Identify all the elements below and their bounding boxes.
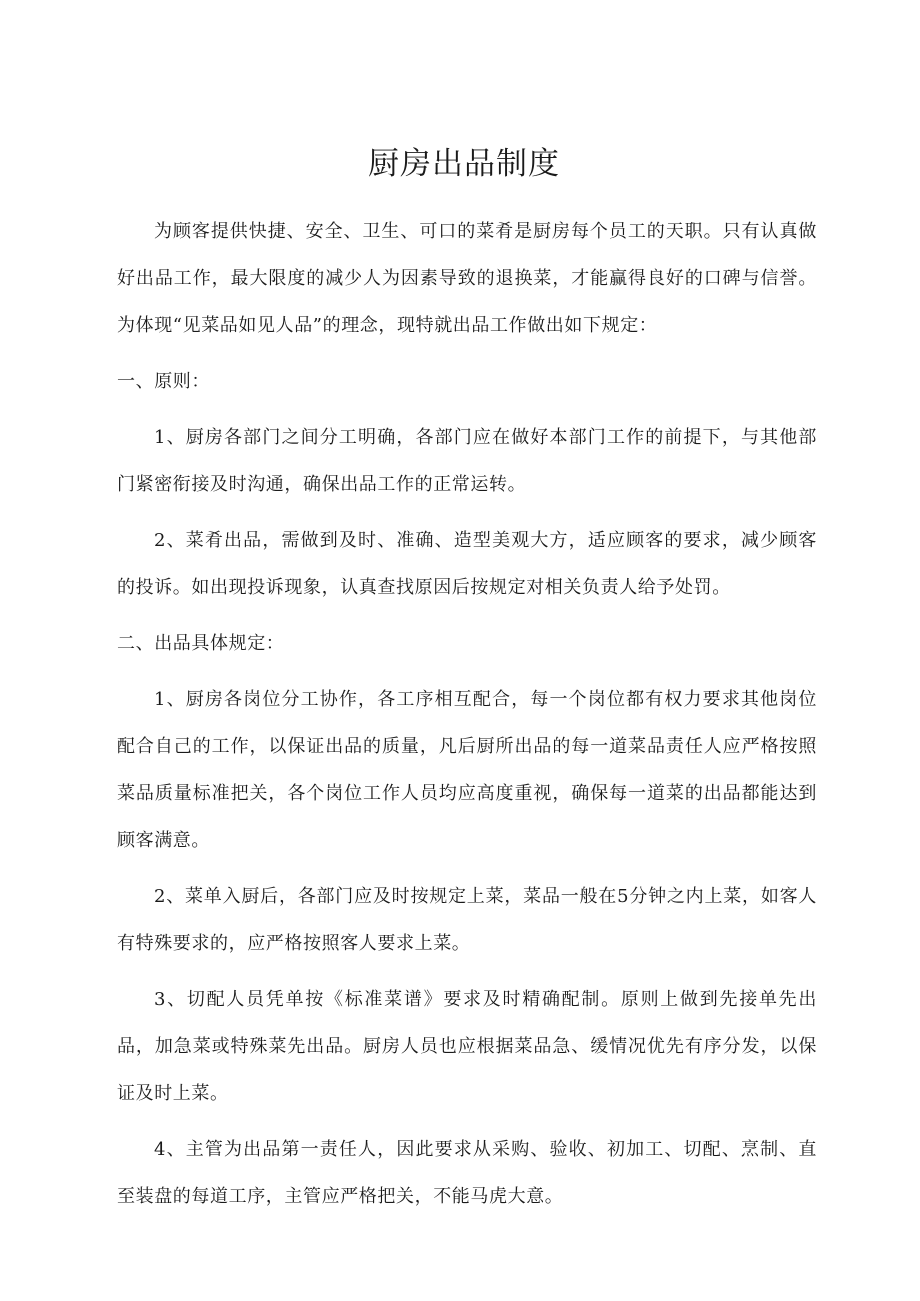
section-heading-rules: 二、出品具体规定：: [117, 633, 285, 654]
document-title: 厨房出品制度: [368, 146, 560, 182]
section-heading-principles: 一、原则：: [117, 371, 210, 392]
document-body: [117, 208, 817, 1220]
intro-paragraph: 为顾客提供快捷、安全、卫生、可口的菜肴是厨房每个员工的天职。只有认真做好出品工作，最大限度的减少人为因素导致的退换菜，才能赢得良好的口碑与信誉。为体现“见菜品如见人品”的理念，现特就出品工作做出如下规定：: [117, 221, 817, 336]
rule-item-1: 1、厨房各岗位分工协作，各工序相互配合，每一个岗位都有权力要求其他岗位配合自己的工作，以保证出品的质量，凡后厨所出品的每一道菜品责任人应严格按照菜品质量标准把关，各个岗位工作人员均应高度重视，确保每一道菜的出品都能达到顾客满意。: [117, 689, 817, 851]
principle-item-1: 1、厨房各部门之间分工明确，各部门应在做好本部门工作的前提下，与其他部门紧密衔接及时沟通，确保出品工作的正常运转。: [117, 427, 817, 495]
rule-item-2: 2、菜单入厨后，各部门应及时按规定上菜，菜品一般在5分钟之内上菜，如客人有特殊要求的，应严格按照客人要求上菜。: [117, 886, 817, 954]
rule-item-4: 4、主管为出品第一责任人，因此要求从采购、验收、初加工、切配、烹制、直至装盘的每道工序，主管应严格把关，不能马虎大意。: [117, 1139, 817, 1207]
principle-item-2: 2、菜肴出品，需做到及时、准确、造型美观大方，适应顾客的要求，减少顾客的投诉。如出现投诉现象，认真查找原因后按规定对相关负责人给予处罚。: [117, 530, 817, 598]
rule-item-3: 3、切配人员凭单按《标准菜谱》要求及时精确配制。原则上做到先接单先出品，加急菜或特殊菜先出品。厨房人员也应根据菜品急、缓情况优先有序分发，以保证及时上菜。: [117, 989, 817, 1104]
